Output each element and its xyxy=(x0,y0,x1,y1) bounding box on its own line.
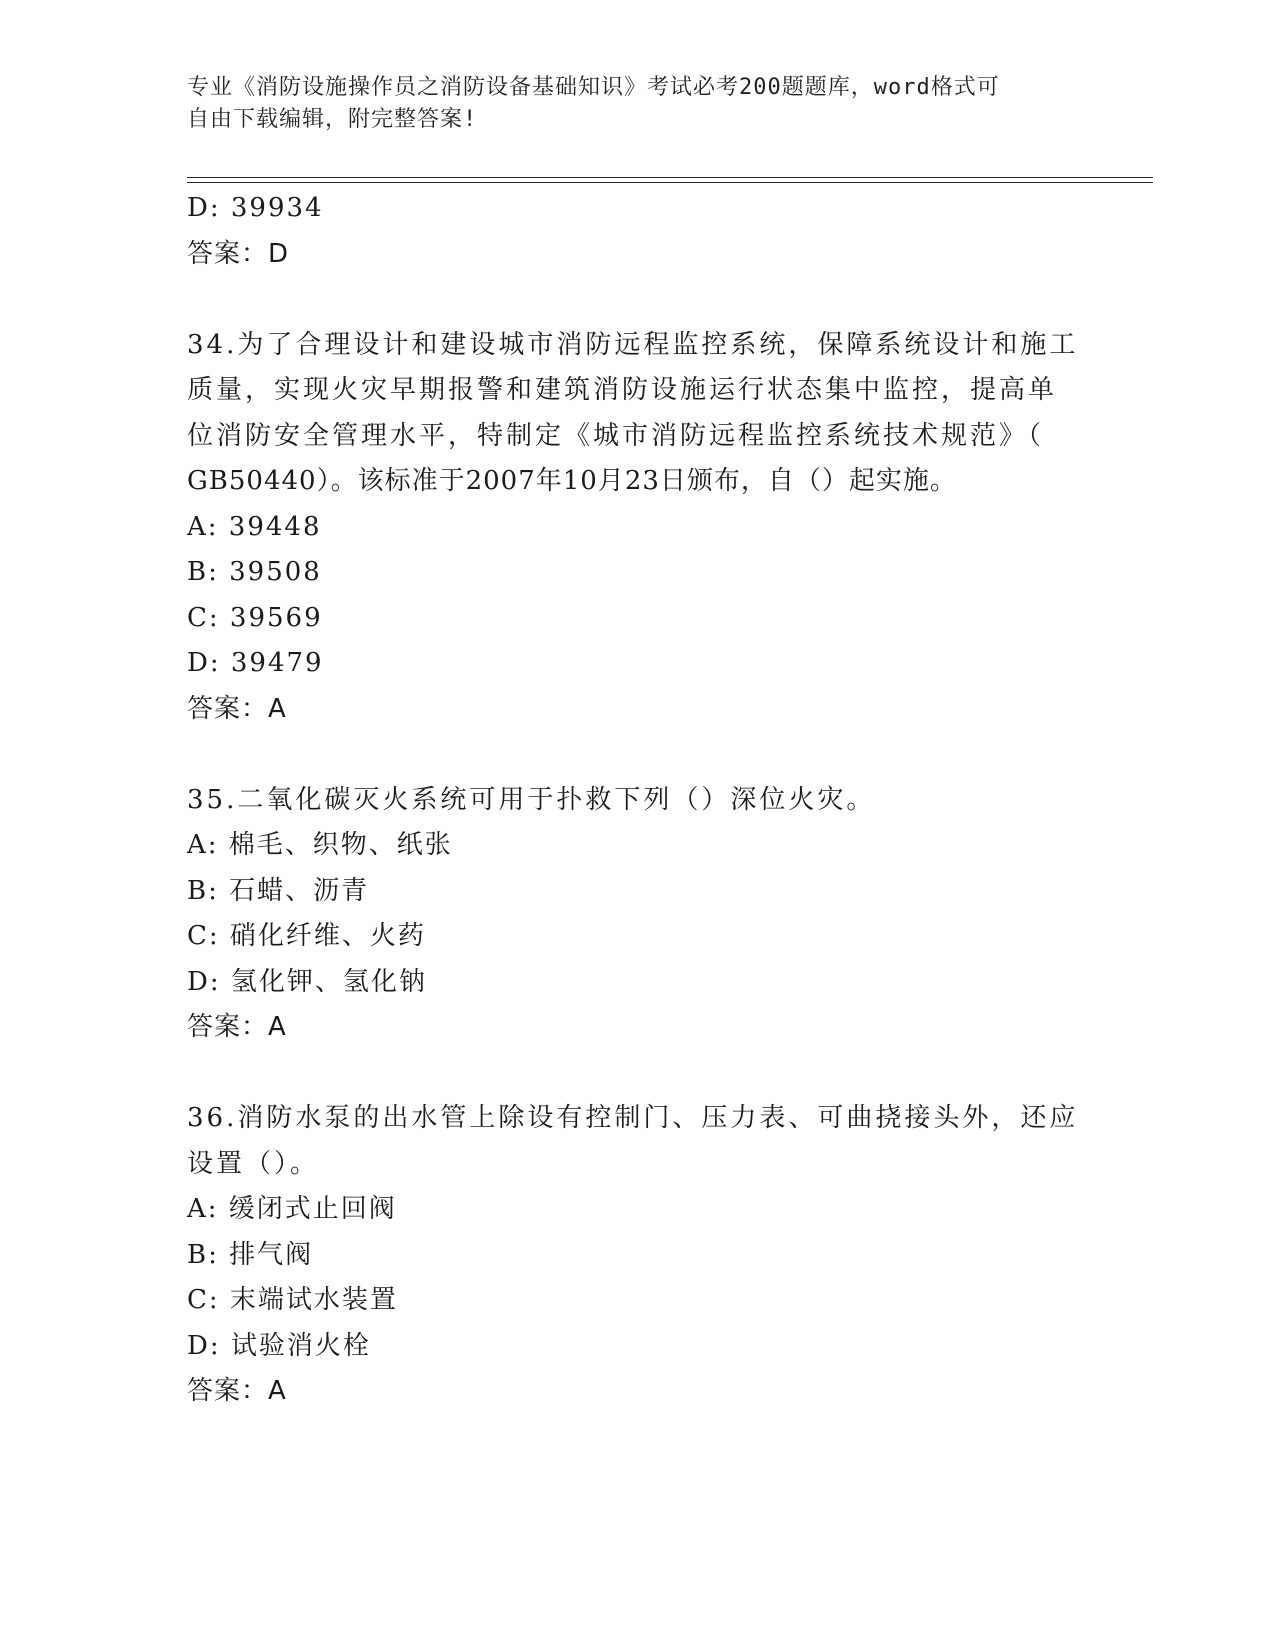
question-content xyxy=(187,186,1087,1415)
question-35 xyxy=(187,778,1087,1051)
question-34 xyxy=(187,323,1087,733)
question-stem-line: 位消防安全管理水平，特制定《城市消防远程监控系统技术规范》（ xyxy=(187,420,1045,451)
header-line-1: 专业《消防设施操作员之消防设备基础知识》考试必考200题题库，word格式可 xyxy=(187,75,1000,100)
answer-line: 答案：D xyxy=(187,238,290,269)
header-line-2: 自由下载编辑，附完整答案! xyxy=(187,107,478,132)
option-a: A: 缓闭式止回阀 xyxy=(187,1194,397,1224)
question-stem-line: 质量，实现火灾早期报警和建筑消防设施运行状态集中监控，提高单 xyxy=(187,375,1058,405)
option-c: C: 硝化纤维、火药 xyxy=(187,921,426,951)
question-stem-line: 35.二氧化碳灭火系统可用于扑救下列（）深位火灾。 xyxy=(187,784,876,815)
question-stem-line: 34.为了合理设计和建设城市消防远程监控系统，保障系统设计和施工 xyxy=(187,329,1079,360)
answer-line: 答案：A xyxy=(187,1012,287,1042)
option-d: D: 39479 xyxy=(187,648,324,678)
question-stem-line: GB50440）。该标准于2007年10月23日颁布，自（）起实施。 xyxy=(187,466,957,496)
option-c: C: 末端试水装置 xyxy=(187,1285,398,1315)
question-36 xyxy=(187,1096,1087,1415)
spacer xyxy=(187,732,1087,778)
option-a: A: 棉毛、织物、纸张 xyxy=(187,830,453,860)
option-d: D: 39934 xyxy=(187,193,324,223)
option-c: C: 39569 xyxy=(187,602,323,633)
page-header xyxy=(187,72,1067,136)
option-a: A: 39448 xyxy=(187,511,322,542)
header-rule-top xyxy=(187,177,1153,178)
spacer xyxy=(187,1051,1087,1097)
option-b: B: 石蜡、沥青 xyxy=(187,875,370,906)
question-stem-line: 设置（）。 xyxy=(187,1148,320,1179)
spacer xyxy=(187,277,1087,323)
option-d: D: 试验消火栓 xyxy=(187,1330,371,1361)
answer-line: 答案：A xyxy=(187,1376,287,1406)
header-rule-bottom xyxy=(187,182,1153,183)
question-stem-line: 36.消防水泵的出水管上除设有控制门、压力表、可曲挠接头外，还应 xyxy=(187,1103,1079,1133)
option-d: D: 氢化钾、氢化钠 xyxy=(187,966,427,997)
option-b: B: 39508 xyxy=(187,557,322,587)
option-b: B: 排气阀 xyxy=(187,1239,314,1270)
answer-line: 答案：A xyxy=(187,693,287,724)
